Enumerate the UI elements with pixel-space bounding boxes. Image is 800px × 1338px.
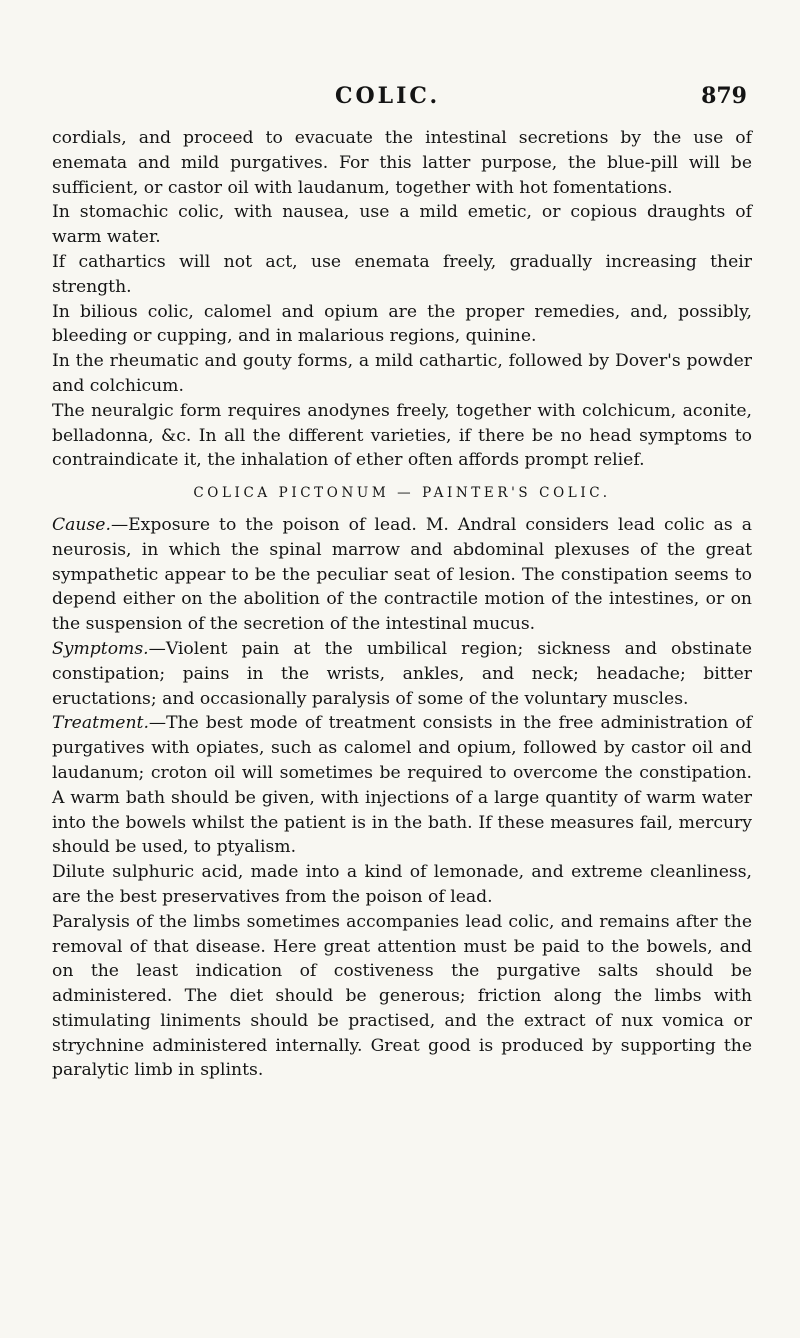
paragraph-bilious-colic: In bilious colic, calomel and opium are the proper remedies, and, possibly, bleeding or cupping, and in malarious regions, quinine. [52, 301, 752, 347]
cause-text: —Exposure to the poison of lead. M. Andral considers lead colic as a neurosis, in which the spinal marrow and abdominal plexuses of the great sympathetic appear to be the peculiar seat of lesion. The constipation seems to depend either on the abolition of the contractile motion of the intestines, or on the suspension of the secretion of the intestinal mucus. [52, 514, 752, 635]
paragraph-rheumatic-gouty: In the rheumatic and gouty forms, a mild cathartic, followed by Dover's powder and colchicum. [52, 351, 752, 396]
paragraph-neuralgic: The neuralgic form requires anodynes freely, together with colchicum, aconite, belladonna, &c. In all the different varieties, if there be no head symptoms to contraindicate it, the inhalation of ether often affords prompt relief. [52, 400, 752, 471]
page-number: 879 [701, 83, 747, 109]
treatment-label: Treatment. [52, 713, 149, 734]
paragraph-paralysis: Paralysis of the limbs sometimes accompanies lead colic, and remains after the removal of that disease. Here great attention must be paid to the bowels, and on the least indication of costiveness the purgative salts should be administered. The diet should be generous; friction along the limbs with stimulating liniments should be practised, and the extract of nux vomica or strychnine administered internally. Great good is produced by supporting the paralytic limb in splints. [52, 911, 752, 1081]
cause-label: Cause. [52, 514, 111, 535]
paragraph-cordials: cordials, and proceed to evacuate the intestinal secretions by the use of enemata and mild purgatives. For this latter purpose, the blue-pill will be sufficient, or castor oil with laudanum, together with hot fomentations. [52, 128, 752, 198]
running-head [0, 83, 800, 109]
body-text [52, 126, 752, 1083]
paragraph-cause [52, 513, 752, 637]
section-heading: COLICA PICTONUM — PAINTER'S COLIC. [193, 485, 611, 502]
paragraph-symptoms [52, 637, 752, 711]
paragraph-stomachic-colic: In stomachic colic, with nausea, use a mild emetic, or copious draughts of warm water. [52, 202, 752, 248]
paragraph-cathartics: If cathartics will not act, use enemata freely, gradually increasing their strength. [52, 251, 752, 297]
symptoms-label: Symptoms. [52, 638, 149, 659]
treatment-text: —The best mode of treatment consists in the free administration of purgatives with opiates, such as calomel and opium, followed by castor oil and laudanum; croton oil will sometimes be required to overcome the constipation. A warm bath should be given, with injections of a large quantity of warm water into the bowels whilst the patient is in the bath. If these measures fail, mercury should be used, to ptyalism. [52, 713, 752, 858]
running-title: COLIC. [335, 83, 441, 109]
paragraph-sulphuric-acid: Dilute sulphuric acid, made into a kind of lemonade, and extreme cleanliness, are the best preservatives from the poison of lead. [52, 862, 752, 907]
paragraph-treatment [52, 711, 752, 860]
symptoms-text: —Violent pain at the umbilical region; sickness and obstinate constipation; pains in the wrists, ankles, and neck; headache; bitter eructations; and occasionally paralysis of some of the voluntary muscles. [52, 638, 752, 709]
